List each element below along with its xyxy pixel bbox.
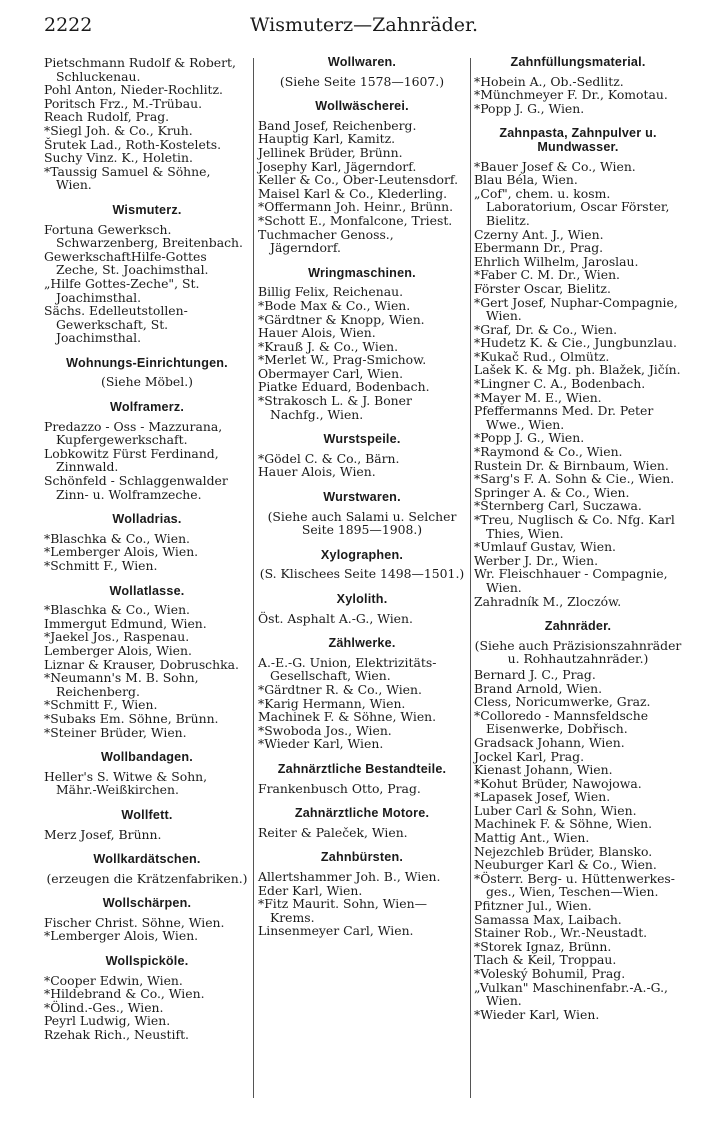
directory-entry: *Gärdtner & Knopp, Wien.	[258, 311, 425, 327]
directory-entry: Öst. Asphalt A.-G., Wien.	[258, 610, 413, 626]
directory-entry: *Wieder Karl, Wien.	[258, 736, 384, 752]
directory-entry: Immergut Edmund, Wien.	[44, 615, 207, 631]
directory-entry: *Gert Josef, Nuphar-Compagnie, Wien.	[474, 294, 678, 324]
directory-section	[44, 56, 250, 192]
directory-entry: *Popp J. G., Wien.	[474, 100, 585, 116]
section-heading: Wohnungs-Einrichtungen.	[66, 355, 228, 370]
directory-entry: Springer A. & Co., Wien.	[474, 484, 630, 500]
directory-entry: *Popp J. G., Wien.	[474, 430, 585, 446]
directory-entry: Pfitzner Jul., Wien.	[474, 898, 592, 914]
section-heading: Wollfett.	[121, 807, 173, 822]
directory-entry: *Gödel C. & Co., Bärn.	[258, 450, 400, 466]
directory-entry: Frankenbusch Otto, Prag.	[258, 780, 421, 796]
directory-entry: *Neumann's M. B. Sohn, Reichenberg.	[44, 670, 199, 699]
directory-section	[258, 56, 466, 88]
directory-entry: Fischer Christ. Söhne, Wien.	[44, 914, 225, 930]
directory-entry: *Münchmeyer F. Dr., Komotau.	[474, 87, 668, 103]
directory-entry: Piatke Eduard, Bodenbach.	[258, 379, 430, 395]
directory-entry: Werber J. Dr., Wien.	[474, 552, 599, 568]
directory-entry: *Faber C. M. Dr., Wien.	[474, 267, 620, 283]
directory-entry: Brand Arnold, Wien.	[474, 680, 603, 696]
section-heading: Wringmaschinen.	[308, 265, 416, 280]
directory-entry: Lašek K. & Mg. ph. Blažek, Jičín.	[474, 362, 681, 378]
section-heading: Zahnfüllungsmaterial.	[510, 55, 646, 69]
directory-section	[258, 593, 466, 625]
directory-entry: Ehrlich Wilhelm, Jaroslau.	[474, 253, 639, 269]
directory-entry: Fortuna Gewerksch. Schwarzenberg, Breitenbach.	[44, 221, 243, 251]
directory-entry: Peyrl Ludwig, Wien.	[44, 1013, 171, 1029]
directory-section	[258, 491, 466, 537]
section-heading: Wollbandagen.	[101, 750, 193, 765]
section-heading: Xylolith.	[336, 592, 388, 606]
directory-section	[44, 897, 250, 943]
directory-section	[44, 853, 250, 885]
directory-entry: Band Josef, Reichenberg.	[258, 117, 417, 133]
directory-entry: Machinek F. & Söhne, Wien.	[474, 816, 653, 832]
directory-entry: Rzehak Rich., Neustift.	[44, 1027, 189, 1043]
page-number: 2222	[44, 14, 93, 36]
directory-entry: Pohl Anton, Nieder-Rochlitz.	[44, 82, 223, 98]
directory-entry: Hauptig Karl, Kamitz.	[258, 131, 396, 147]
directory-entry: Blau Béla, Wien.	[474, 172, 578, 188]
directory-section	[44, 585, 250, 740]
section-heading: Wollwaren.	[327, 55, 397, 69]
directory-entry: „Cof", chem. u. kosm. Laboratorium, Oscar Förster, Bielitz.	[474, 185, 670, 228]
directory-entry: Neuburger Karl & Co., Wien.	[474, 857, 657, 873]
directory-entry: „Hilfe Gottes-Zeche", St. Joachimsthal.	[44, 275, 200, 305]
directory-section	[258, 637, 466, 751]
section-note: (Siehe Möbel.)	[100, 374, 194, 390]
column-1	[44, 56, 250, 1051]
directory-entry: Jockel Karl, Prag.	[474, 748, 585, 764]
directory-entry: *Fitz Maurit. Sohn, Wien—Krems.	[258, 896, 427, 925]
directory-entry: Czerny Ant. J., Wien.	[474, 226, 604, 242]
directory-entry: *Schott E., Monfalcone, Triest.	[258, 212, 453, 228]
section-note: (erzeugen die Krätzenfabriken.)	[46, 870, 248, 886]
directory-section	[258, 851, 466, 938]
directory-entry: Cless, Noricumwerke, Graz.	[474, 694, 651, 710]
directory-section	[474, 56, 682, 115]
section-heading: Wollwäscherei.	[315, 99, 409, 114]
directory-section	[44, 513, 250, 572]
directory-entry: Liznar & Krauser, Dobruschka.	[44, 656, 239, 672]
directory-entry: „Vulkan" Maschinenfabr.-A.-G., Wien.	[474, 979, 668, 1009]
directory-section	[258, 763, 466, 795]
section-heading: Zahnbürsten.	[320, 850, 404, 865]
directory-entry: *Schmitt F., Wien.	[44, 697, 158, 713]
directory-entry: Jellinek Brüder, Brünn.	[258, 144, 403, 160]
section-heading: Zahnpasta, Zahnpulver u. Mundwasser.	[499, 126, 657, 154]
directory-entry: Poritsch Frz., M.-Trübau.	[44, 95, 203, 111]
directory-entry: *Sarg's F. A. Sohn & Cie., Wien.	[474, 471, 675, 487]
directory-entry: Merz Josef, Brünn.	[44, 826, 162, 842]
directory-entry: *Schmitt F., Wien.	[44, 558, 158, 573]
directory-entry: *Strakosch L. & J. Boner Nachfg., Wien.	[258, 393, 412, 422]
directory-entry: *Jaekel Jos., Raspenau.	[44, 629, 190, 645]
directory-entry: *Österr. Berg- u. Hüttenwerkes-ges., Wien, Teschen—Wien.	[474, 870, 675, 900]
directory-entry: *Raymond & Co., Wien.	[474, 444, 623, 460]
directory-entry: *Lemberger Alois, Wien.	[44, 544, 199, 560]
directory-entry: Heller's S. Witwe & Sohn, Mähr.-Weißkirchen.	[44, 768, 208, 798]
directory-entry: *Cooper Edwin, Wien.	[44, 972, 183, 988]
directory-entry: *Voleský Bohumil, Prag.	[474, 966, 626, 981]
directory-section	[258, 807, 466, 839]
directory-entry: *Krauß J. & Co., Wien.	[258, 338, 399, 354]
column-3	[474, 56, 682, 1030]
section-note: (S. Klischees Seite 1498—1501.)	[259, 566, 465, 582]
directory-entry: *Sternberg Carl, Suczawa.	[474, 498, 642, 514]
directory-entry: *Storek Ignaz, Brünn.	[474, 938, 612, 954]
page-title: Wismuterz—Zahnräder.	[249, 14, 479, 36]
page-header	[44, 14, 684, 42]
directory-entry: *Swoboda Jos., Wien.	[258, 722, 392, 738]
column-2	[258, 56, 466, 947]
column-divider	[470, 58, 471, 1098]
section-heading: Zählwerke.	[328, 636, 396, 651]
section-heading: Wurstspeile.	[323, 432, 401, 447]
directory-entry: Allertshammer Joh. B., Wien.	[258, 868, 441, 884]
section-heading: Wismuterz.	[112, 202, 182, 217]
directory-entry: Schönfeld - Schlaggenwalder Zinn- u. Wolframzeche.	[44, 473, 228, 502]
section-heading: Xylographen.	[320, 547, 404, 562]
directory-entry: *Graf, Dr. & Co., Wien.	[474, 321, 618, 337]
directory-entry: *Umlauf Gustav, Wien.	[474, 539, 616, 555]
directory-entry: *Colloredo - Mannsfeldsche Eisenwerke, Dobřisch.	[474, 707, 649, 737]
directory-entry: Bernard J. C., Prag.	[474, 666, 596, 682]
directory-entry: *Bauer Josef & Co., Wien.	[474, 158, 636, 174]
directory-entry: Obermayer Carl, Wien.	[258, 365, 404, 381]
directory-entry: Predazzo - Oss - Mazzurana, Kupfergewerkschaft.	[44, 418, 223, 448]
directory-section	[44, 751, 250, 797]
directory-entry: *Blaschka & Co., Wien.	[44, 530, 191, 546]
directory-entry: *Steiner Brüder, Wien.	[44, 724, 187, 740]
directory-entry: Tlach & Keil, Troppau.	[474, 952, 617, 968]
directory-entry: *Lemberger Alois, Wien.	[44, 928, 199, 944]
directory-entry: *Wieder Karl, Wien.	[474, 1006, 600, 1022]
directory-entry: Hauer Alois, Wien.	[258, 325, 376, 341]
directory-entry: *Hudetz K. & Cie., Jungbunzlau.	[474, 335, 677, 351]
directory-entry: *Siegl Joh. & Co., Kruh.	[44, 122, 193, 138]
directory-entry: Sächs. Edelleutstollen-Gewerkschaft, St. Joachimsthal.	[44, 303, 188, 346]
directory-entry: *Taussig Samuel & Söhne, Wien.	[44, 163, 211, 193]
directory-entry: Šrutek Lad., Roth-Kostelets.	[44, 136, 222, 152]
directory-entry: *Gärdtner R. & Co., Wien.	[258, 681, 422, 697]
directory-entry: *Treu, Nuglisch & Co. Nfg. Karl Thies, Wien.	[474, 512, 675, 541]
directory-section	[258, 100, 466, 255]
directory-entry: *Bode Max & Co., Wien.	[258, 297, 411, 313]
directory-entry: *Lapasek Josef, Wien.	[474, 789, 611, 805]
directory-entry: *Mayer M. E., Wien.	[474, 389, 602, 405]
directory-entry: Pietschmann Rudolf & Robert, Schluckenau.	[44, 55, 236, 84]
directory-entry: *Blaschka & Co., Wien.	[44, 602, 191, 618]
section-heading: Wollschärpen.	[102, 896, 192, 911]
section-note: (Siehe auch Salami u. Selcher Seite 1895—1908.)	[267, 508, 457, 538]
directory-entry: *Hildebrand & Co., Wien.	[44, 986, 205, 1002]
section-heading: Zahnärztliche Motore.	[294, 806, 430, 821]
directory-entry: Lobkowitz Fürst Ferdinand, Zinnwald.	[44, 445, 219, 475]
directory-entry: Lemberger Alois, Wien.	[44, 642, 192, 658]
directory-section	[258, 267, 466, 422]
section-note: (Siehe Seite 1578—1607.)	[279, 73, 445, 89]
directory-section	[44, 955, 250, 1042]
directory-entry: Wr. Fleischhauer - Compagnie, Wien.	[474, 566, 668, 595]
directory-entry: *Lingner C. A., Bodenbach.	[474, 376, 646, 392]
directory-entry: Stainer Rob., Wr.-Neustadt.	[474, 925, 648, 941]
directory-section	[258, 549, 466, 581]
directory-entry: *Kohut Brüder, Nawojowa.	[474, 775, 642, 791]
section-heading: Wolladrias.	[112, 512, 182, 527]
directory-entry: Eder Karl, Wien.	[258, 882, 363, 898]
section-heading: Wollkardätschen.	[93, 852, 201, 867]
directory-section	[474, 620, 682, 1021]
directory-entry: *Hobein A., Ob.-Sedlitz.	[474, 73, 624, 89]
directory-entry: Zahradník M., Zloczów.	[474, 593, 622, 609]
directory-entry: *Ölind.-Ges., Wien.	[44, 999, 164, 1015]
directory-entry: Linsenmeyer Carl, Wien.	[258, 923, 414, 939]
section-heading: Wurstwaren.	[323, 490, 401, 505]
directory-entry: Tuchmacher Genoss., Jägerndorf.	[258, 226, 394, 256]
directory-entry: Billig Felix, Reichenau.	[258, 284, 404, 300]
directory-entry: Suchy Vinz. K., Holetin.	[44, 150, 193, 166]
directory-entry: Reiter & Paleček, Wien.	[258, 824, 408, 840]
directory-entry: *Offermann Joh. Heinr., Brünn.	[258, 199, 454, 215]
directory-section	[44, 204, 250, 345]
directory-entry: Mattig Ant., Wien.	[474, 830, 590, 846]
directory-entry: A.-E.-G. Union, Elektrizitäts-Gesellschaft, Wien.	[258, 654, 437, 684]
section-note: (Siehe auch Präzisionszahnräder u. Rohhautzahnräder.)	[474, 637, 682, 667]
column-divider	[253, 58, 254, 1098]
directory-section	[44, 401, 250, 501]
directory-section	[474, 127, 682, 608]
directory-entry: Machinek F. & Söhne, Wien.	[258, 709, 437, 725]
directory-entry: *Merlet W., Prag-Smichow.	[258, 352, 427, 368]
directory-section	[44, 809, 250, 841]
directory-entry: Maisel Karl & Co., Klederling.	[258, 185, 448, 201]
section-heading: Wollatlasse.	[109, 583, 185, 598]
section-heading: Zahnräder.	[544, 619, 612, 634]
directory-entry: Förster Oscar, Bielitz.	[474, 280, 611, 296]
section-heading: Wolframerz.	[109, 400, 185, 415]
directory-entry: Luber Carl & Sohn, Wien.	[474, 802, 637, 818]
directory-entry: Gradsack Johann, Wien.	[474, 734, 625, 750]
directory-entry: Rustein Dr. & Birnbaum, Wien.	[474, 457, 669, 473]
directory-entry: Pfeffermanns Med. Dr. Peter Wwe., Wien.	[474, 403, 654, 432]
directory-entry: GewerkschaftHilfe-Gottes Zeche, St. Joachimsthal.	[44, 248, 209, 278]
directory-entry: *Subaks Em. Söhne, Brünn.	[44, 710, 219, 726]
directory-section	[258, 433, 466, 479]
section-heading: Wollspicköle.	[105, 954, 189, 969]
directory-entry: Hauer Alois, Wien.	[258, 464, 376, 480]
directory-entry: *Kukač Rud., Olmütz.	[474, 348, 610, 364]
directory-entry: *Karig Hermann, Wien.	[258, 695, 406, 711]
directory-entry: Nejezchleb Brüder, Blansko.	[474, 843, 653, 859]
section-heading: Zahnärztliche Bestandteile.	[277, 761, 447, 776]
directory-entry: Kienast Johann, Wien.	[474, 762, 613, 778]
directory-entry: Reach Rudolf, Prag.	[44, 109, 170, 125]
directory-section	[44, 357, 250, 389]
directory-entry: Josephy Karl, Jägerndorf.	[258, 158, 417, 174]
directory-entry: Samassa Max, Laibach.	[474, 911, 622, 927]
directory-entry: Ebermann Dr., Prag.	[474, 240, 604, 256]
directory-entry: Keller & Co., Ober-Leutensdorf.	[258, 172, 459, 188]
